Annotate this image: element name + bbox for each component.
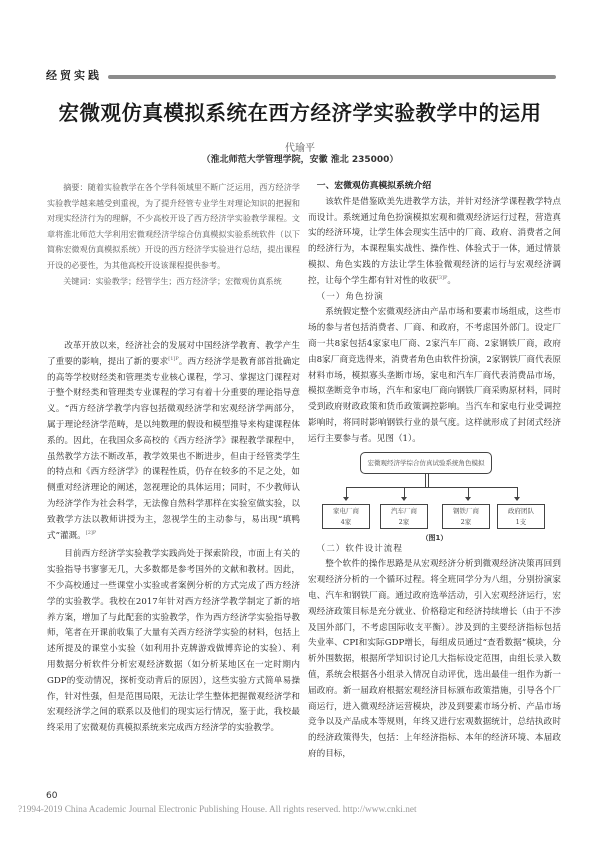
citation: [1]P bbox=[168, 355, 179, 362]
keywords: 关键词：实验教学；经管学生；西方经济学；宏微观仿真系统 bbox=[63, 275, 282, 286]
article-author: 代瑜平 bbox=[285, 143, 315, 154]
figure-box-count: 4家 bbox=[340, 517, 352, 526]
figure-top-box: 宏微观经济学综合仿真试验系统角色模拟 bbox=[360, 452, 492, 474]
figure-box-name: 政府团队 bbox=[508, 506, 534, 515]
figure-box bbox=[442, 504, 490, 529]
figure-1 bbox=[308, 452, 561, 542]
article-affiliation: （淮北师范大学管理学院，安徽 淮北 235000） bbox=[201, 155, 399, 165]
article-title: 宏微观仿真模拟系统在西方经济学实验教学中的运用 bbox=[58, 101, 542, 125]
figure-box-name: 钢铁厂商 bbox=[453, 506, 479, 515]
arrow-down-icon bbox=[468, 487, 469, 498]
arrow-down-icon bbox=[517, 487, 518, 498]
section-rule bbox=[108, 75, 556, 79]
abstract-block bbox=[47, 180, 300, 289]
body-paragraph bbox=[47, 339, 300, 544]
figure-connector bbox=[425, 473, 429, 487]
figure-box-count: 2家 bbox=[398, 517, 410, 526]
page-number: 60 bbox=[46, 791, 58, 801]
copyright-notice: ?1994-2019 China Academic Journal Electronic Publishing House. All rights reserved. http://www.cnki.net bbox=[18, 805, 417, 815]
paragraph-text: 该软件是借鉴欧美先进教学方法，并针对经济学课程教学特点而设计。系统通过角色扮演模拟宏观和微观经济运行过程，营造真实的经济环境，让学生体会现实生活中的厂商、政府、消费者之间的经济行为，本课程集实战性、操作性、体验式于一体，通过情景模拟、角色实践的方法让学生体验微观经济的运行与宏观经济调控，让每个学生都有针对性的收获 bbox=[308, 196, 561, 286]
section-heading: 一、宏微观仿真模拟系统介绍 bbox=[316, 181, 432, 191]
body-paragraph: 整个软件的操作思路是从宏观经济分析到微观经济决策再回到宏观经济分析的一个循环过程。将全班同学分为八组，分别扮演家电、汽车和钢铁厂商。通过政府选举活动，引入宏观经济运行，宏观经济政策目标是充分就业、价格稳定和经济持续增长（由于不涉及国外部门，不考虑国际收支平衡）。涉及到的主要经济指标包括失业率、CPI和实际GDP增长，每组成员通过“查看数据”模块，分析外围数据，根据所学知识讨论几大指标设定范围，由组长录入数值，系统会根据各小组录入情况自动评优，选出最佳一组作为新一届政府。新一届政府根据宏观经济目标颁布政策措施，引导各个厂商运行，进入微观经济运营模块，涉及到要素市场分析、产品市场竞争以及产品成本等规则，年终又进行宏观数据统计，总结执政时的经济政策得失，包括：上年经济指标、本年的经济环境、本届政府的目标， bbox=[308, 559, 561, 759]
figure-box-count: 2家 bbox=[460, 517, 472, 526]
figure-box-count: 1支 bbox=[515, 517, 527, 526]
paragraph-text: 改革开放以来，经济社会的发展对中国经济学教育、教学产生了重要的影响，提出了新的要求 bbox=[47, 341, 300, 367]
figure-connector bbox=[346, 487, 518, 488]
arrow-down-icon bbox=[404, 487, 405, 498]
right-column bbox=[308, 179, 561, 763]
paragraph-text: 。 bbox=[447, 275, 456, 286]
figure-box-name: 汽车厂商 bbox=[391, 506, 417, 515]
body-paragraph: 目前西方经济学实验教学实践尚处于探索阶段，市面上有关的实验指导书寥寥无几，大多数都是参考国外的文献和教材。因此，不少高校通过一些课堂小实验或者案例分析的方式完成了西方经济学的实验教学。我校在2017年针对西方经济学教学制定了新的培养方案，增加了与此配套的实验教学，作为西方经济学实验指导教师，笔者在开课前收集了大量有关西方经济学实验的材料，包括上述所提及的课堂小实验（如利用扑克牌游戏做博弈论的实验）、利用数据分析软件分析宏观经济数据（如分析某地区在一定时期内GDP的变动情况，探析变动背后的原因），这些实验方式简单易操作，针对性强，但是范围局限，无法让学生整体把握微观经济学和宏观经济学之间的联系以及他们的现实运行情况，鉴于此，我校最终采用了宏微观仿真模拟系统来完成西方经济学的实验教学。 bbox=[47, 549, 300, 734]
body-paragraph bbox=[308, 195, 561, 290]
figure-box bbox=[322, 504, 370, 529]
body-paragraph: 系统假定整个宏微观经济由产品市场和要素市场组成，这些市场的参与者包括消费者、厂商、和政府，不考虑国外部门。设定厂商一共8家包括4家家电厂商、2家汽车厂商、2家钢铁厂商，政府由8家厂商竞选得来，消费者角色由软件扮演，2家钢铁厂商代表原材料市场，模拟寡头垄断市场，家电和汽车厂商代表消费品市场，模拟垄断竞争市场，汽车和家电厂商向钢铁厂商采购原材料，同时受到政府财政政策和货币政策调控影响。当汽车和家电行业受调控影响时，将同时影响钢铁行业的景气度。这样就形成了封闭式经济运行主要参与者。见图（1）。 bbox=[308, 307, 561, 444]
citation: [3]P bbox=[436, 274, 448, 281]
abstract-text: 摘要：随着实验教学在各个学科领域里不断广泛运用，西方经济学实验教学越来越受到重视，为了提升经管专业学生对理论知识的把握和对现实经济行为的理解，不少高校开设了西方经济学实验教学课程。文章将淮北师范大学利用宏微观经济学综合仿真模拟实验系统软件（以下简称宏微观仿真模拟系统）开设的西方经济学实验进行总结，提出课程开设的必要性，为其他高校开设该课程提供参考。 bbox=[47, 182, 300, 270]
arrow-down-icon bbox=[346, 487, 347, 498]
citation: [2]P bbox=[85, 529, 97, 536]
left-column bbox=[47, 339, 300, 737]
figure-box-name: 家电厂商 bbox=[333, 506, 359, 515]
section-label: 经贸实践 bbox=[46, 69, 102, 82]
subsection-heading: （一）角色扮演 bbox=[316, 291, 384, 302]
paragraph-text: 。西方经济学是教育部首批确定的高等学校财经类和管理类专业核心课程，学习、掌握这门课程对于整个财经类和管理类专业课程的学习有着十分重要的理论指导意义。“西方经济学教学内容包括微观经济学和宏观经济学两部分，属于理论经济学范畴，是以纯数理的假设和模型推导来构建课程体系的。因此，在我国众多高校的《西方经济学》课程教学课程中，虽然教学方法不断改革，教学效果也不断进步，但由于经管类学生的特点和《西方经济学》的课程性质，仍存在较多的不足之处，如侧重对经济理论的阐述，忽视理论的具体运用；同时，不少教师认为经济学作为社会科学，无法像自然科学那样在实验室做实验，以致教学方法以教师讲授为主，忽视学生的主动参与，易出现“填鸭式”灌溉。 bbox=[47, 356, 300, 541]
subsection-heading: （二）软件设计流程 bbox=[316, 543, 403, 554]
figure-box bbox=[380, 504, 428, 529]
figure-caption: （图1） bbox=[421, 533, 448, 542]
figure-box bbox=[497, 504, 545, 529]
